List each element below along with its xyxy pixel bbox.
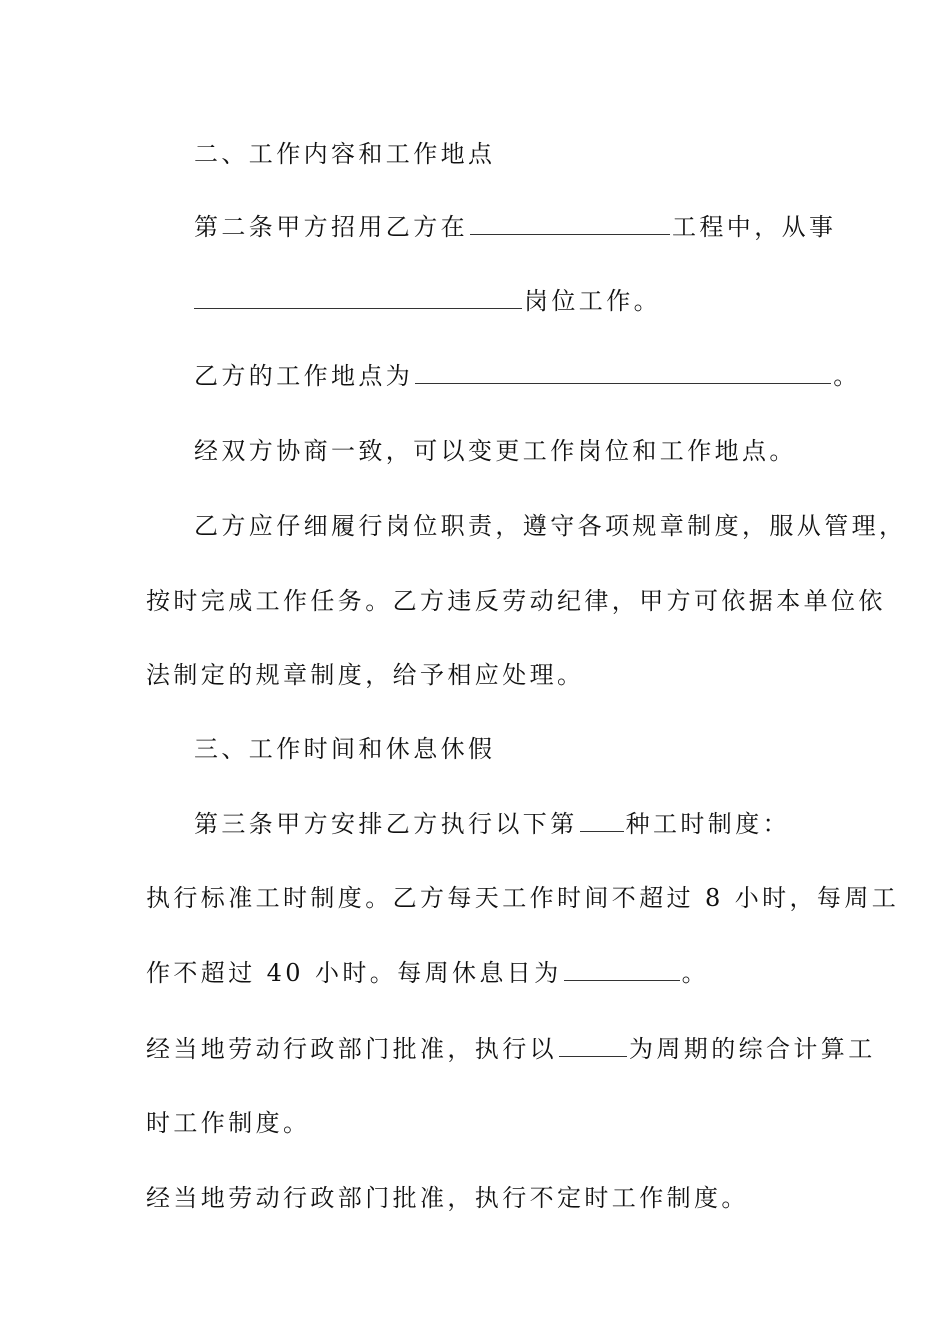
comprehensive-suffix: 为周期的综合计算工 xyxy=(629,1035,876,1063)
standard-text-2-suffix: 。 xyxy=(681,959,710,987)
comprehensive-prefix: 经当地劳动行政部门批准，执行以 xyxy=(146,1035,557,1063)
article-3-prefix: 第三条甲方安排乙方执行以下第 xyxy=(194,810,578,838)
standard-text-1: 执行标准工时制度。乙方每天工作时间不超过 8 小时，每周工 xyxy=(146,884,900,912)
article-2-prefix: 第二条甲方招用乙方在 xyxy=(194,213,468,241)
comprehensive-hours-line-1 xyxy=(146,1033,876,1065)
duty-text-1: 乙方应仔细履行岗位职责，遵守各项规章制度，服从管理， xyxy=(194,512,907,540)
section-heading-work-content xyxy=(194,138,495,170)
comprehensive-text-2: 时工作制度。 xyxy=(146,1109,311,1137)
heading-text: 二、工作内容和工作地点 xyxy=(194,140,496,168)
workplace-blank[interactable] xyxy=(415,361,831,384)
duty-line-3 xyxy=(146,659,584,691)
position-line xyxy=(194,285,661,317)
article-2-line xyxy=(194,211,836,243)
rest-day-blank[interactable] xyxy=(564,958,680,981)
standard-hours-line-1 xyxy=(146,882,899,914)
heading-text: 三、工作时间和休息休假 xyxy=(194,735,496,763)
duty-text-2: 按时完成工作任务。乙方违反劳动纪律，甲方可依据本单位依 xyxy=(146,587,886,615)
workplace-prefix: 乙方的工作地点为 xyxy=(194,362,414,390)
comprehensive-hours-line-2 xyxy=(146,1107,310,1139)
standard-hours-line-2 xyxy=(146,957,709,989)
change-text: 经双方协商一致，可以变更工作岗位和工作地点。 xyxy=(194,437,797,465)
workplace-suffix: 。 xyxy=(833,362,861,390)
position-suffix: 岗位工作。 xyxy=(524,287,661,315)
section-heading-work-hours xyxy=(194,733,495,765)
position-blank[interactable] xyxy=(194,286,522,309)
period-blank[interactable] xyxy=(559,1034,627,1057)
duty-text-3: 法制定的规章制度，给予相应处理。 xyxy=(146,661,585,689)
article-2-mid: 工程中，从事 xyxy=(672,213,837,241)
flexible-text: 经当地劳动行政部门批准，执行不定时工作制度。 xyxy=(146,1184,749,1212)
article-3-suffix: 种工时制度： xyxy=(625,810,791,838)
flexible-hours-line xyxy=(146,1182,749,1214)
project-name-blank[interactable] xyxy=(470,212,670,235)
standard-text-2-prefix: 作不超过 40 小时。每周休息日为 xyxy=(146,959,562,987)
hour-system-blank[interactable] xyxy=(580,809,624,832)
duty-line-2 xyxy=(146,585,886,617)
article-3-line xyxy=(194,808,790,840)
duty-line-1 xyxy=(194,510,906,542)
workplace-line xyxy=(194,360,861,392)
change-clause xyxy=(194,435,797,467)
